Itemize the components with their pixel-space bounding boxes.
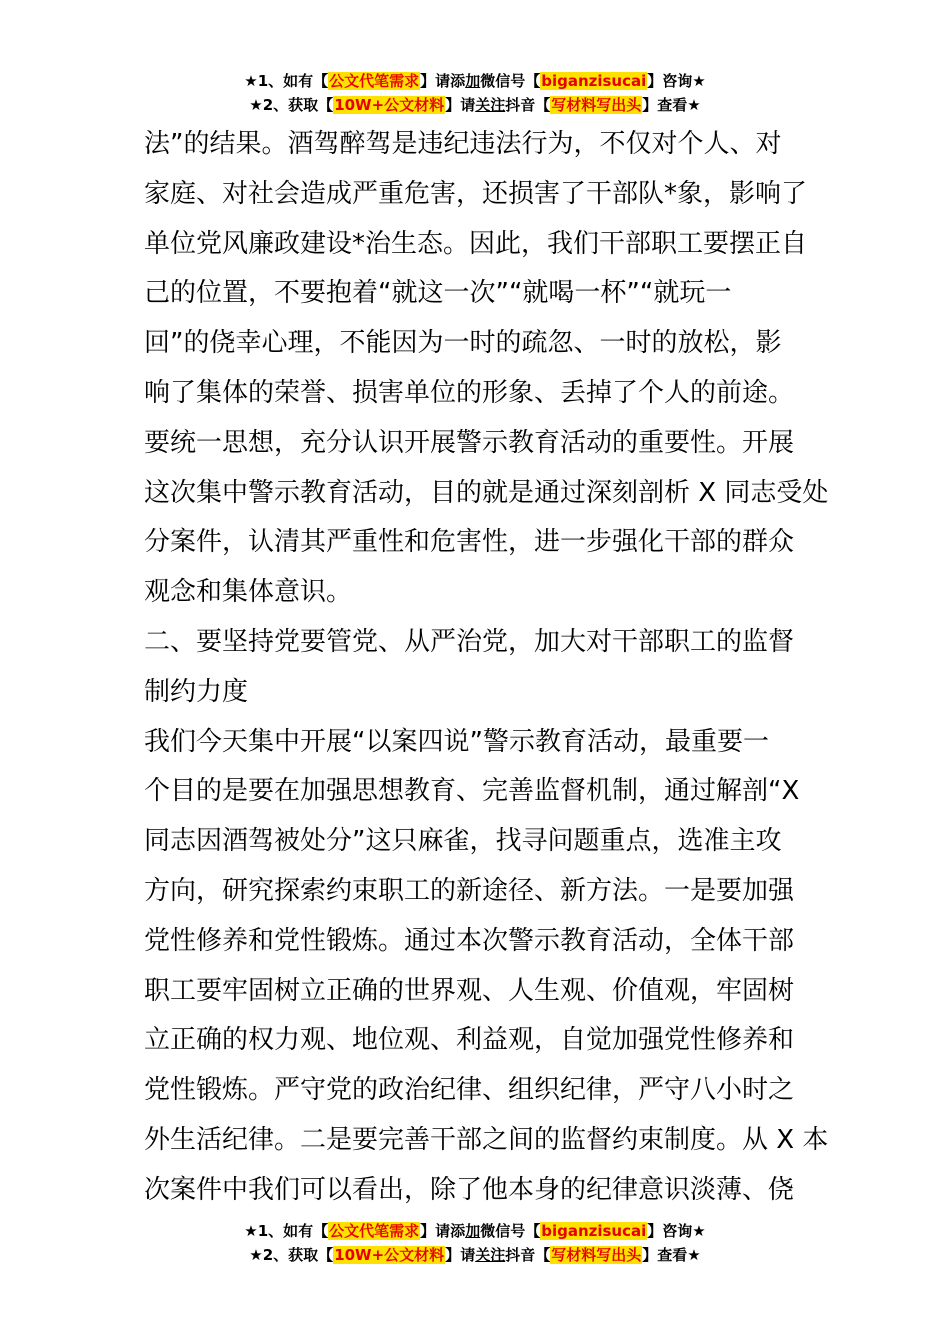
text-line: 回”的侥幸心理，不能因为一时的疏忽、一时的放松，影 [144, 328, 782, 359]
text-line: 要统一思想，充分认识开展警示教育活动的重要性。开展 [144, 427, 795, 458]
highlight-wechat-id: biganzisucai [541, 72, 647, 90]
text-line: 观念和集体意识。 [144, 577, 353, 608]
banner-text: 抖音【 [505, 96, 551, 114]
section-heading-line: 二、要坚持党要管党、从严治党，加大对干部职工的监督 [144, 626, 795, 657]
banner-text: ★2、获取【 [249, 1246, 334, 1264]
banner-text: 微信号【 [480, 1222, 541, 1240]
text-line: 家庭、对社会造成严重危害，还损害了干部队*象，影响了 [144, 178, 808, 209]
text-line: 响了集体的荣誉、损害单位的形象、丢掉了个人的前途。 [144, 377, 795, 408]
highlight-service: 公文代笔需求 [329, 72, 420, 90]
text-line: 分案件，认清其严重性和危害性，进一步强化干部的群众 [144, 527, 795, 558]
banner-underlined-text: 加 [465, 1222, 481, 1240]
highlight-wechat-id: biganzisucai [541, 1222, 647, 1240]
header-banner [0, 69, 950, 117]
banner-text: 】请添 [420, 72, 466, 90]
banner-text: 】查看★ [642, 1246, 701, 1264]
banner-text: 】咨询★ [647, 72, 706, 90]
document-body [144, 120, 829, 1216]
text-line: 党性锻炼。严守党的政治纪律、组织纪律，严守八小时之 [144, 1075, 795, 1106]
text-line: 外生活纪律。二是要完善干部之间的监督约束制度。从 X 本 [144, 1124, 829, 1155]
banner-underlined-text: 加 [465, 72, 481, 90]
text-line: 个目的是要在加强思想教育、完善监督机制，通过解剖“X [144, 776, 800, 807]
text-line: 职工要牢固树立正确的世界观、人生观、价值观，牢固树 [144, 975, 795, 1006]
banner-text: 】请 [445, 1246, 476, 1264]
banner-text: 微信号【 [480, 72, 541, 90]
text-line: 我们今天集中开展“以案四说”警示教育活动，最重要一 [144, 726, 769, 757]
banner-text: ★1、如有【 [244, 72, 329, 90]
text-line: 次案件中我们可以看出，除了他本身的纪律意识淡薄、侥 [144, 1174, 795, 1205]
banner-underlined-text: 关注 [475, 96, 506, 114]
highlight-service: 公文代笔需求 [329, 1222, 420, 1240]
text-line: 同志因酒驾被处分”这只麻雀，找寻问题重点，选准主攻 [144, 826, 782, 857]
text-line: 方向，研究探索约束职工的新途径、新方法。一是要加强 [144, 875, 795, 906]
text-line: 己的位置，不要抱着“就这一次”“就喝一杯”“就玩一 [144, 278, 732, 309]
highlight-account: 写材料写出头 [551, 1246, 642, 1264]
highlight-account: 写材料写出头 [551, 96, 642, 114]
banner-line-2 [0, 1243, 950, 1267]
text-line: 这次集中警示教育活动，目的就是通过深刻剖析 X 同志受处 [144, 477, 829, 508]
banner-text: 】请 [445, 96, 476, 114]
banner-text: 】请添 [420, 1222, 466, 1240]
footer-banner [0, 1219, 950, 1267]
section-heading-line: 制约力度 [144, 676, 249, 707]
text-line: 单位党风廉政建设*治生态。因此，我们干部职工要摆正自 [144, 228, 808, 259]
banner-line-1 [0, 69, 950, 93]
banner-text: ★1、如有【 [244, 1222, 329, 1240]
text-line: 立正确的权力观、地位观、利益观，自觉加强党性修养和 [144, 1025, 795, 1056]
banner-text: 抖音【 [505, 1246, 551, 1264]
banner-line-2 [0, 93, 950, 117]
banner-underlined-text: 关注 [475, 1246, 506, 1264]
banner-line-1 [0, 1219, 950, 1243]
banner-text: 】查看★ [642, 96, 701, 114]
highlight-materials: 10W+公文材料 [334, 96, 445, 114]
banner-text: 】咨询★ [647, 1222, 706, 1240]
banner-text: ★2、获取【 [249, 96, 334, 114]
text-line: 党性修养和党性锻炼。通过本次警示教育活动，全体干部 [144, 925, 795, 956]
text-line: 法”的结果。酒驾醉驾是违纪违法行为，不仅对个人、对 [144, 129, 782, 159]
highlight-materials: 10W+公文材料 [334, 1246, 445, 1264]
